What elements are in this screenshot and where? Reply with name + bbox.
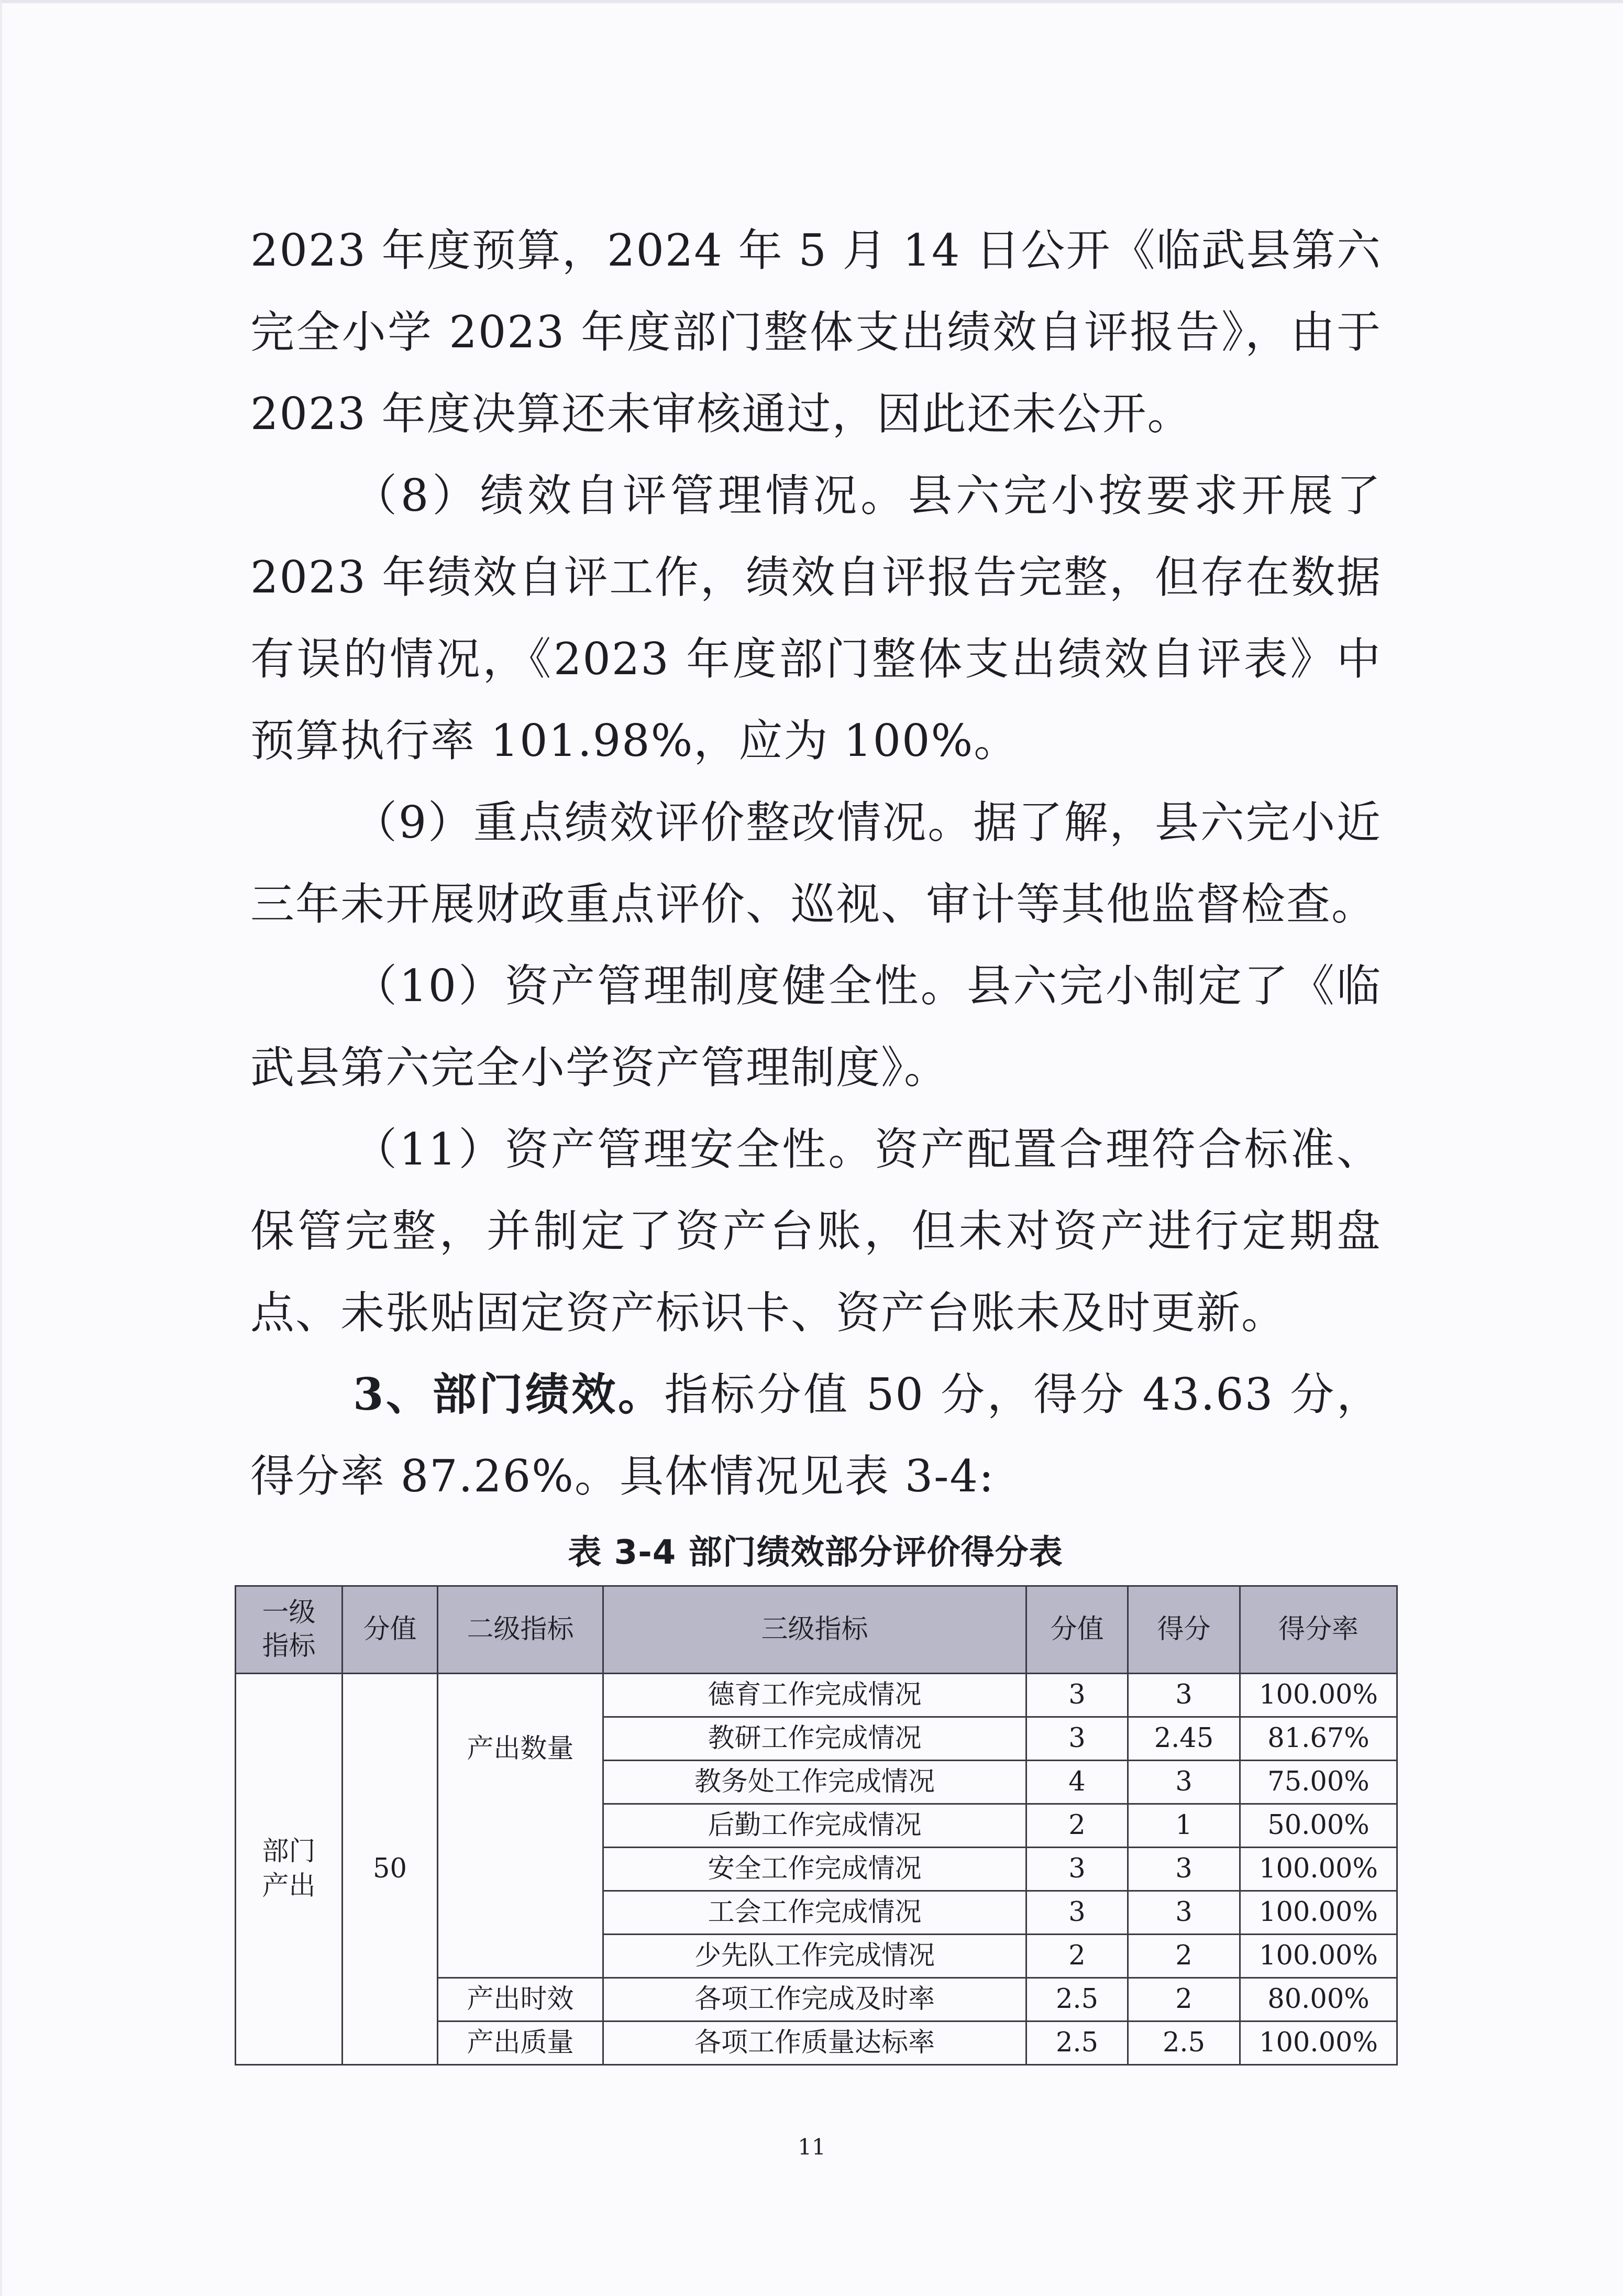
- cell-points: 2: [1026, 1935, 1128, 1978]
- cell-rate: 100.00%: [1240, 1891, 1397, 1935]
- cell-level3: 教务处工作完成情况: [603, 1761, 1026, 1804]
- cell-score: 2.45: [1128, 1717, 1240, 1761]
- header-rate: 得分率: [1240, 1586, 1397, 1674]
- paragraph-item-9: （9）重点绩效评价整改情况。据了解，县六完小近三年未开展财政重点评价、巡视、审计等其他监督检查。: [250, 797, 1382, 930]
- header-level1-label: 一级指标: [262, 1597, 316, 1662]
- cell-level2: 产出数量: [438, 1674, 603, 1978]
- cell-rate: 81.67%: [1240, 1717, 1397, 1761]
- cell-points: 3: [1026, 1848, 1128, 1891]
- cell-points: 3: [1026, 1717, 1128, 1761]
- cell-points: 2: [1026, 1804, 1128, 1848]
- cell-level3: 各项工作质量达标率: [603, 2022, 1026, 2065]
- cell-points: 2.5: [1026, 2022, 1128, 2065]
- paragraph-budget-disclosure: 2023 年度预算，2024 年 5 月 14 日公开《临武县第六完全小学 2023 年度部门整体支出绩效自评报告》，由于 2023 年度决算还未审核通过，因此还未公开。: [250, 225, 1382, 440]
- cell-level3: 教研工作完成情况: [603, 1717, 1026, 1761]
- table-caption: 表 3-4 部门绩效部分评价得分表: [568, 1533, 1063, 1572]
- cell-level2: 产出质量: [438, 2022, 603, 2065]
- table-header-row: [236, 1586, 1397, 1674]
- cell-rate: 75.00%: [1240, 1761, 1397, 1804]
- cell-level2: 产出时效: [438, 1978, 603, 2022]
- cell-points: 3: [1026, 1674, 1128, 1717]
- cell-score: 2: [1128, 1935, 1240, 1978]
- cell-score: 3: [1128, 1761, 1240, 1804]
- paragraph-item-11: （11）资产管理安全性。资产配置合理符合标准、保管完整，并制定了资产台账，但未对资产进行定期盘点、未张贴固定资产标识卡、资产台账未及时更新。: [250, 1124, 1382, 1338]
- cell-rate: 100.00%: [1240, 1848, 1397, 1891]
- cell-rate: 50.00%: [1240, 1804, 1397, 1848]
- page-number: 11: [798, 2134, 826, 2160]
- cell-points: 3: [1026, 1891, 1128, 1935]
- cell-score: 2: [1128, 1978, 1240, 2022]
- header-points: 分值: [1026, 1586, 1128, 1674]
- cell-level1-value: 50: [343, 1674, 438, 2065]
- header-level1: [236, 1586, 343, 1674]
- cell-level3: 各项工作完成及时率: [603, 1978, 1026, 2022]
- cell-rate: 80.00%: [1240, 1978, 1397, 2022]
- cell-score: 3: [1128, 1891, 1240, 1935]
- header-level2: 二级指标: [438, 1586, 603, 1674]
- cell-score: 3: [1128, 1848, 1240, 1891]
- paragraph-item-10: （10）资产管理制度健全性。县六完小制定了《临武县第六完全小学资产管理制度》。: [250, 960, 1382, 1093]
- cell-level3: 后勤工作完成情况: [603, 1804, 1026, 1848]
- section-3-text: 指标分值 50 分，得分 43.63 分，得分率 87.26%。具体情况见表 3-4:: [250, 1369, 1382, 1502]
- section-3-heading: 3、部门绩效。: [353, 1368, 665, 1420]
- header-score-value: 分值: [343, 1586, 438, 1674]
- cell-level3: 德育工作完成情况: [603, 1674, 1026, 1717]
- header-score: 得分: [1128, 1586, 1240, 1674]
- cell-level1: 部门产出: [236, 1674, 343, 2065]
- cell-rate: 100.00%: [1240, 1935, 1397, 1978]
- cell-rate: 100.00%: [1240, 1674, 1397, 1717]
- table-row: [236, 1674, 1397, 1717]
- cell-score: 2.5: [1128, 2022, 1240, 2065]
- cell-level3: 工会工作完成情况: [603, 1891, 1026, 1935]
- body-text: [250, 210, 1382, 1517]
- performance-score-table: [235, 1585, 1398, 2066]
- paragraph-section-3: [250, 1354, 1382, 1517]
- cell-score: 3: [1128, 1674, 1240, 1717]
- cell-rate: 100.00%: [1240, 2022, 1397, 2065]
- cell-points: 4: [1026, 1761, 1128, 1804]
- cell-level3: 少先队工作完成情况: [603, 1935, 1026, 1978]
- paragraph-item-8: （8）绩效自评管理情况。县六完小按要求开展了 2023 年绩效自评工作，绩效自评报告完整，但存在数据有误的情况，《2023 年度部门整体支出绩效自评表》中预算执行率 101.98%，应为 100%。: [250, 470, 1382, 766]
- header-level3: 三级指标: [603, 1586, 1026, 1674]
- cell-points: 2.5: [1026, 1978, 1128, 2022]
- cell-level3: 安全工作完成情况: [603, 1848, 1026, 1891]
- cell-score: 1: [1128, 1804, 1240, 1848]
